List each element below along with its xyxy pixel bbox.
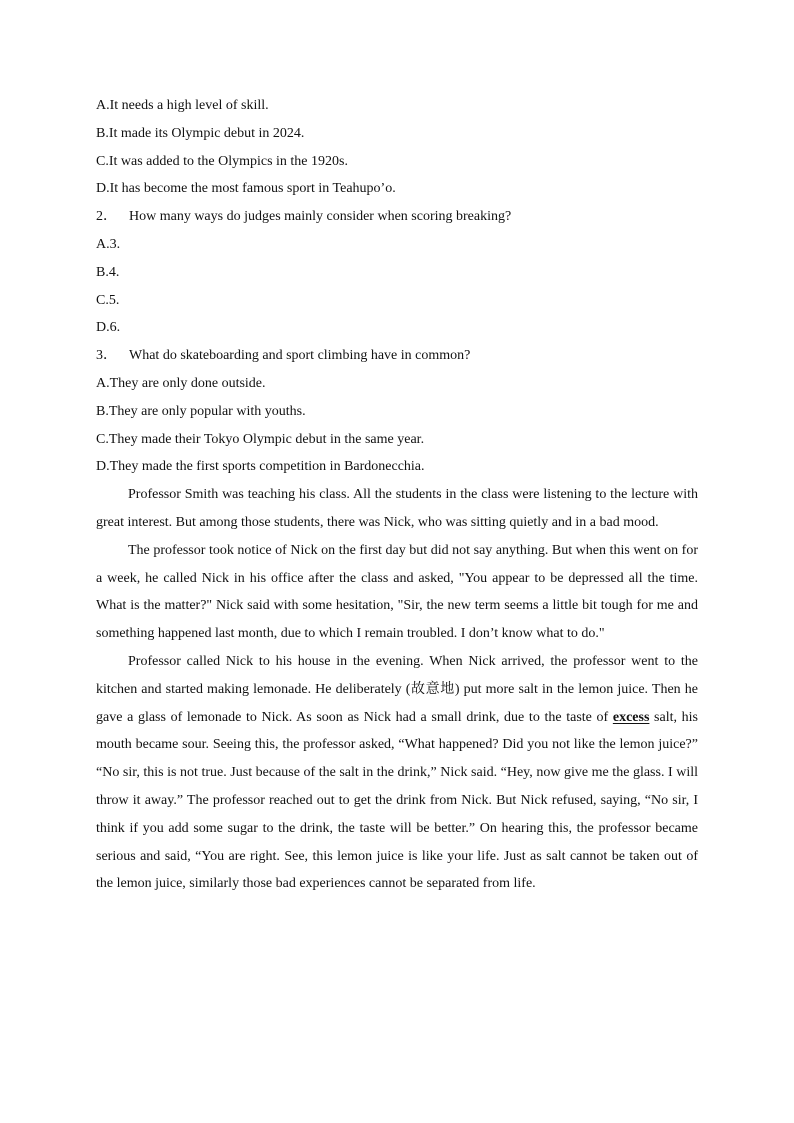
vocabulary-word-excess: excess — [612, 709, 650, 725]
q3-option-b: B.They are only popular with youths. — [96, 403, 306, 419]
q1-option-d: D.It has become the most famous sport in Teahupo’o. — [96, 181, 396, 197]
q1-option-c: C.It was added to the Olympics in the 1920s. — [96, 153, 348, 169]
q2-option-b: B.4. — [96, 264, 120, 280]
question-2-number: 2． — [96, 209, 117, 225]
q2-option-a: A.3. — [96, 236, 121, 252]
passage-paragraph-1: Professor Smith was teaching his class. All the students in the class were listening to the lecture with great interest. But among those students, there was Nick, who was sitting quietly and in a bad mood. — [96, 487, 698, 530]
q2-option-c: C.5. — [96, 292, 120, 308]
question-2-text: How many ways do judges mainly consider when scoring breaking? — [129, 209, 512, 225]
q3-option-c: C.They made their Tokyo Olympic debut in the same year. — [96, 431, 425, 447]
q1-option-a: A.It needs a high level of skill. — [96, 98, 269, 113]
question-2 — [96, 203, 698, 231]
question-3-text: What do skateboarding and sport climbing have in common? — [129, 348, 471, 364]
question-3-number: 3． — [96, 348, 117, 364]
passage-paragraph-2: The professor took notice of Nick on the first day but did not say anything. But when this went on for a week, he called Nick in his office after the class and asked, "You appear to be depressed all the time. What is the matter?" Nick said with some hesitation, "Sir, the new term seems a little bit tough for me and something happened last month, due to which I remain troubled. I don’t know what to do." — [96, 542, 698, 642]
q3-option-a: A.They are only done outside. — [96, 375, 266, 391]
paragraph-3-text-after: salt, his mouth became sour. Seeing this, the professor asked, “What happened? Did you not like the lemon juice?” “No sir, this is not true. Just because of the salt in the drink,” Nick said. “Hey, now give me the glass. I will throw it away.” The professor reached out to get the drink from Nick. But Nick refused, saying, “No sir, I think if you add some sugar to the drink, the taste will be better.” On hearing this, the professor became serious and said, “You are right. See, this lemon juice is like your life. Just as salt cannot be taken out of the lemon juice, similarly those bad experiences cannot be separated from life. — [96, 709, 698, 892]
page-content — [96, 92, 698, 898]
question-3 — [96, 342, 698, 370]
q1-option-b: B.It made its Olympic debut in 2024. — [96, 125, 305, 141]
q2-option-d: D.6. — [96, 320, 121, 336]
paragraph-3-text-before: Professor called Nick to his house in the evening. When Nick arrived, the professor went to the kitchen and started making lemonade. He deliberately (故意地) put more salt in the lemon juice. Then he gave a glass of lemonade to Nick. As soon as Nick had a small drink, due to the taste of — [96, 653, 698, 725]
q3-option-d: D.They made the first sports competition in Bardonecchia. — [96, 459, 425, 475]
passage-paragraph-3 — [96, 648, 698, 898]
